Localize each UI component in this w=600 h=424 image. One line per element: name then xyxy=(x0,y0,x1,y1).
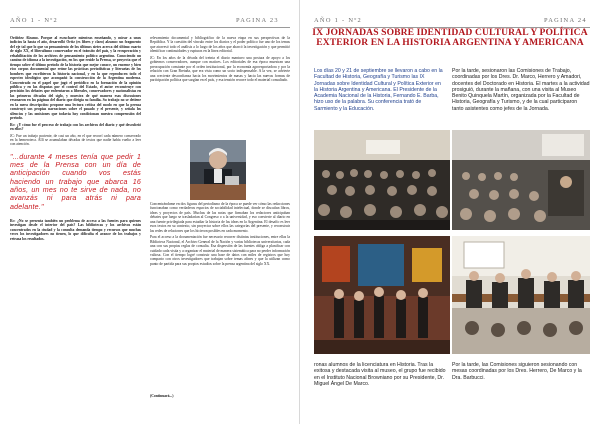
left-header-page-number: PAGINA 23 xyxy=(236,17,279,24)
left-header-issue: AÑO 1 - Nº2 xyxy=(10,17,59,24)
intro-paragraph: Por la tarde, sesionaron las Comisiones de Trabajo, coordinadas por los Dres. Dr. Marco, Herrero y Amadori, docentes del Doctorado en Historia. El martes a la actividad prosiguió, durante la mañana, con una visita al Museo Benito Quinquela Martín, organizada por la Facultad de Historia, Geografía y Turismo, y de la cual participaron tanto asistentes como jefes de la Jornada. xyxy=(452,68,590,112)
article-paragraph: relevamiento documental y bibliográfico de la nueva etapa en sus perspectivas de la República. Y la cuestión del vínculo entre los diarios y el poder político fue uno de los temas que atravesó todo el análisis a lo largo de los años que abarcó la investigación y que permitió identificar continuidades y rupturas en la línea editorial. xyxy=(150,36,290,54)
right-page xyxy=(300,0,600,424)
left-header-rule xyxy=(10,27,290,28)
right-header-issue: AÑO 1 - Nº2 xyxy=(314,17,363,24)
right-caption-left xyxy=(314,362,450,387)
left-column-2-top xyxy=(150,36,290,140)
right-header-page-number: PAGINA 24 xyxy=(544,17,587,24)
interview-question: Rc: ¿Y cómo fue el proceso de trabajo con los archivos del diario y qué descubrió en ellos? xyxy=(10,122,141,132)
article-paragraph: JC: En los años de la década del treinta el diario mantuvo una postura de apoyo a los gobiernos conservadores, aunque con matices. Los editoriales de esa época muestran una preocupación constante por el orden institucional, por la economía agroexportadora y por la relación con Gran Bretaña, que era vista como un socio indispensable. A la vez, se advierte una creciente desconfianza hacia los movimientos de masas y hacia las nuevas formas de participación política que surgían en el país, y esa tensión recorre todo el material consultado. xyxy=(150,55,290,83)
article-paragraph: Para el acceso a la documentación fue necesario recorrer distintas instituciones, entre ellas la Biblioteca Nacional, el Archivo General de la Nación y varias bibliotecas universitarias, cada una con sus propias reglas de consulta. Esa dispersión de las fuentes obliga a planificar con cuidado cada visita y a organizar el material de manera sistemática para no perder información valiosa. Con el tiempo logré construir una base de datos con miles de registros que hoy comparto con otros investigadores que trabajan sobre temas afines y que la utilizan como punto de partida para sus propios estudios sobre la prensa argentina del siglo XX. xyxy=(150,235,290,266)
right-intro-right xyxy=(452,68,590,112)
interview-question: Rc: ¿No se presenta también un problema de acceso a las fuentes para quienes investigan desde el interior del país? Las bibliotecas y los archivos están concentrados en la ciudad y la consulta demanda tiempo y recursos que muchas veces los investigadores no tienen, lo que dificulta el avance de los trabajos y retrasa los resultados. xyxy=(10,218,141,241)
photo-caption: ronas alumnos de la licenciatura en Historia. Tras la exitosa y destacada visita al museo, el grupo fue recibido en el Instituto Nacional Browniano por su Presidente, Dr. Miguel Ángel De Marco. xyxy=(314,362,446,387)
article-paragraph: Concentrándome en dos figuras del periodismo de la época se puede ver cómo las redacciones funcionaban como verdaderos espacios de sociabilidad intelectual, donde se discutían libros, ideas y proyectos de país. Muchas de las notas que firmaban los redactores anticipaban debates que luego se trasladarían al Congreso o a la universidad, y eso convierte al diario en una fuente privilegiada para estudiar la historia de las ideas en la Argentina. El desafío es leer esos textos en su contexto, sin proyectar sobre ellos las categorías del presente, y reconstruir las redes de relaciones que los hicieron posibles en cada momento. xyxy=(150,202,290,233)
left-column-1 xyxy=(10,36,141,412)
auditorium-photo xyxy=(314,130,450,230)
interview-answer: JC: Fue un trabajo paciente, de casi un año, en el que recorrí cada número conservado en la hemeroteca. Allí se acumulaban décadas de textos que nadie había vuelto a leer con atención. xyxy=(10,133,141,147)
left-column-2-bottom xyxy=(150,202,290,392)
museum-visit-photo xyxy=(314,236,450,354)
photo-caption: Por la tarde, las Comisiones siguieron sesionando con mesas coordinadas por los Dres. Herrero, De Marco y la Dra. Barbucci. xyxy=(452,362,582,381)
right-caption-right xyxy=(452,362,590,381)
speaker-photo xyxy=(190,140,246,200)
article-title: IX JORNADAS SOBRE IDENTIDAD CULTURAL Y POLÍTICA EXTERIOR EN LA HISTORIA ARGENTINA Y AMERICANA xyxy=(312,27,588,49)
pull-quote: "...durante 4 meses tenía que pedir 1 mes de la Prensa con un día de anticipación cuando vos estás haciendo un trabajo que abarca 16 años, un mes no te sirve de nada, no avanzás ni para atrás ni para adelante." xyxy=(10,152,141,211)
lecture-room-photo xyxy=(452,130,590,230)
commission-session-photo xyxy=(452,236,590,354)
right-intro-left xyxy=(314,68,444,112)
continued-note: (Continuará...) xyxy=(150,394,174,398)
intro-paragraph: Los días 20 y 21 de septiembre se llevaron a cabo en la Facultad de Historia, Geografía y Turismo las IX Jornadas sobre Identidad Cultural y Política Exterior en la Historia Argentina y Americana. El Presidente de la Academia Nacional de la Historia, Fernando E. Barba, hizo uso de la palabra. Su conferencia trató de Sarmiento y la Educación. xyxy=(314,68,443,112)
article-paragraph: Ordóñez Alzamo. Porque al escucharte mientras enseñando, y mirar a unos indicios la hasta el año, desarrolló Ortiz (es libres y claro) alzamo: un fragmento del eje tal que lo que su pensamiento de los últimos sietes acerca del último cuarto de siglo XX, el liberalismo conservador en el tránsito del país, y la recuperación y rehabilitación de los archivos de pensamiento político argentino. Conociendo un camino de idioma a la investigación, en los que reside la Prensa, se proyecta que el tiempo sobre el último período de la historia que mejor conoce, un enorme y bien rico corpus documental que reúne las prácticas periodísticas y literarias de los hombres que escribieron la historia nacional, y en la que reproducen todo el espectro ideológico que acompañó la construcción de la Argentina moderna. Concentrado en el papel que jugó el periódico en la formación de la opinión pública y en las disputas por el control del Estado, el autor reconstruye con precisión los debates que enfrentaron a liberales, conservadores y nacionalistas en las primeras décadas del siglo, y muestra de qué manera esas discusiones resonaron en las páginas del diario que dirigía su familia. Su trabajo no se detiene en la mera descripción: propone una lectura crítica del modo en que la prensa construyó sus propias narraciones sobre el pasado y el presente, y señala los silencios y las omisiones que todavía hoy condicionan nuestra comprensión del periodo. xyxy=(10,36,141,121)
